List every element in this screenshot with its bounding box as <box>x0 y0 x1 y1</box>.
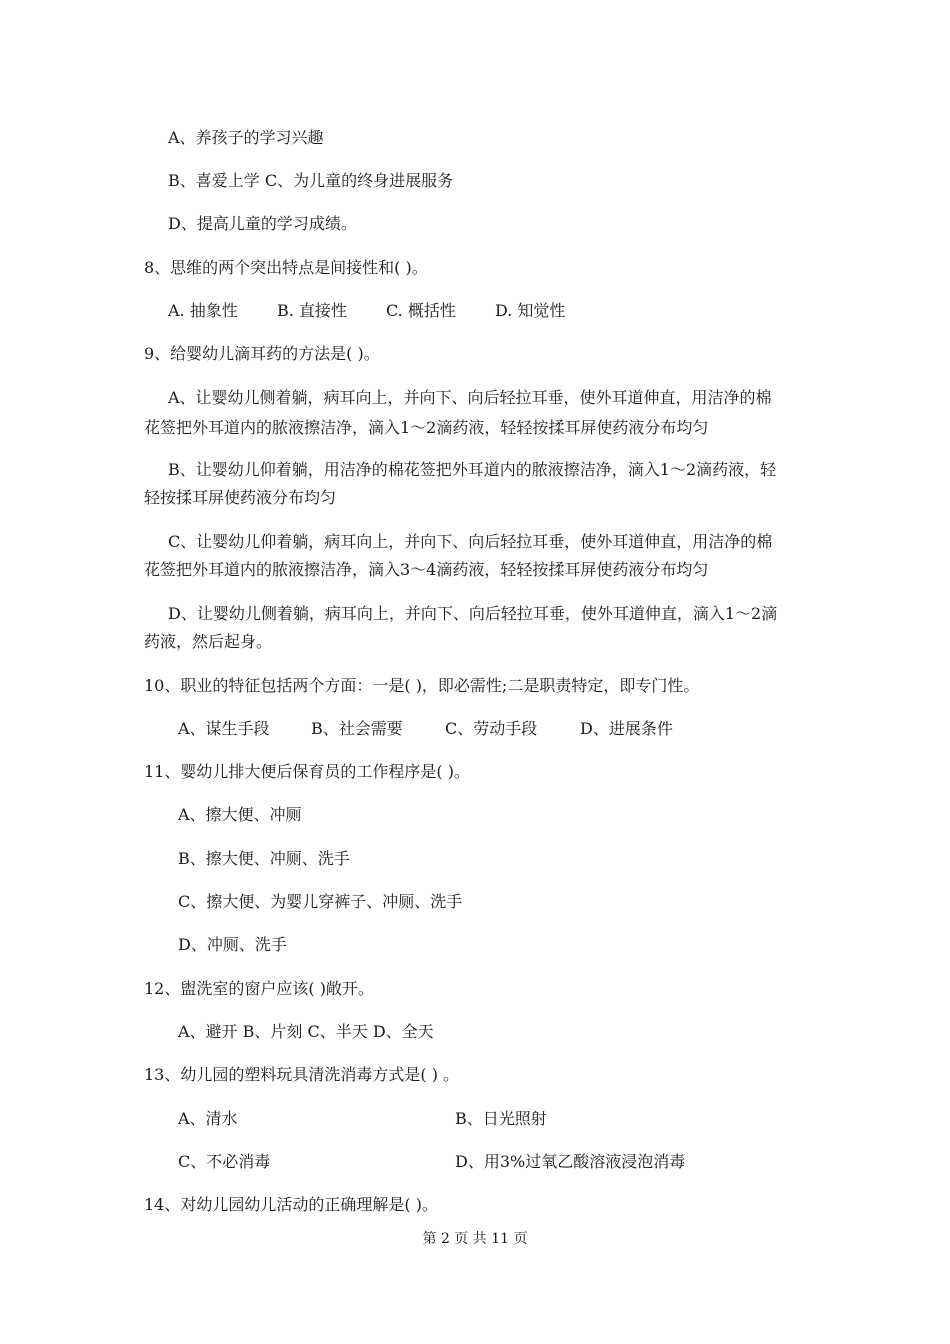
question-10: 10、职业的特征包括两个方面：一是( )，即必需性;二是职责特定，即专门性。 <box>144 676 700 695</box>
q7-option-a: A、养孩子的学习兴趣 <box>168 128 324 147</box>
q10-option-b: B、社会需要 <box>311 719 403 738</box>
q8-option-b: B. 直接性 <box>277 301 347 320</box>
question-12: 12、盥洗室的窗户应该( )敞开。 <box>144 979 374 998</box>
q9-option-c-line2: 花签把外耳道内的脓液擦洁净，滴入3～4滴药液，轻轻按揉耳屏使药液分布均匀 <box>144 560 709 579</box>
q8-option-c: C. 概括性 <box>386 301 456 320</box>
q11-option-b: B、擦大便、冲厕、洗手 <box>178 849 350 868</box>
q7-option-d: D、提高儿童的学习成绩。 <box>168 214 357 233</box>
question-8: 8、思维的两个突出特点是间接性和( )。 <box>144 258 428 277</box>
q13-option-c: C、不必消毒 <box>178 1152 271 1171</box>
q8-option-a: A. 抽象性 <box>168 301 238 320</box>
q11-option-d: D、冲厕、洗手 <box>178 935 287 954</box>
q13-option-d: D、用3%过氧乙酸溶液浸泡消毒 <box>455 1152 686 1171</box>
q9-option-d-line1: D、让婴幼儿侧着躺，病耳向上，并向下、向后轻拉耳垂，使外耳道伸直，滴入1～2滴 <box>168 604 778 623</box>
q11-option-a: A、擦大便、冲厕 <box>178 805 302 824</box>
q7-option-b-c: B、喜爱上学 C、为儿童的终身进展服务 <box>168 171 454 190</box>
q10-option-a: A、谋生手段 <box>178 719 270 738</box>
q9-option-c-line1: C、让婴幼儿仰着躺，病耳向上，并向下、向后轻拉耳垂，使外耳道伸直，用洁净的棉 <box>168 532 773 551</box>
question-13: 13、幼儿园的塑料玩具清洗消毒方式是( ) 。 <box>144 1065 460 1084</box>
q13-option-b: B、日光照射 <box>455 1109 547 1128</box>
question-14: 14、对幼儿园幼儿活动的正确理解是( )。 <box>144 1195 438 1214</box>
q11-option-c: C、擦大便、为婴儿穿裤子、冲厕、洗手 <box>178 892 463 911</box>
question-9: 9、给婴幼儿滴耳药的方法是( )。 <box>144 344 380 363</box>
q12-options: A、避开 B、片刻 C、半天 D、全天 <box>178 1022 434 1041</box>
page-footer: 第 2 页 共 11 页 <box>422 1231 528 1247</box>
q10-option-c: C、劳动手段 <box>445 719 538 738</box>
q13-option-a: A、清水 <box>178 1109 238 1128</box>
q9-option-a-line2: 花签把外耳道内的脓液擦洁净，滴入1～2滴药液，轻轻按揉耳屏使药液分布均匀 <box>144 418 709 437</box>
question-11: 11、婴幼儿排大便后保育员的工作程序是( )。 <box>144 762 470 781</box>
q9-option-a-line1: A、让婴幼儿侧着躺，病耳向上，并向下、向后轻拉耳垂，使外耳道伸直，用洁净的棉 <box>168 388 772 407</box>
q8-option-d: D. 知觉性 <box>495 301 566 320</box>
q9-option-b-line1: B、让婴幼儿仰着躺，用洁净的棉花签把外耳道内的脓液擦洁净，滴入1～2滴药液，轻 <box>168 460 777 479</box>
q10-option-d: D、进展条件 <box>580 719 673 738</box>
q9-option-b-line2: 轻按揉耳屏使药液分布均匀 <box>144 488 337 507</box>
q9-option-d-line2: 药液，然后起身。 <box>144 632 273 651</box>
